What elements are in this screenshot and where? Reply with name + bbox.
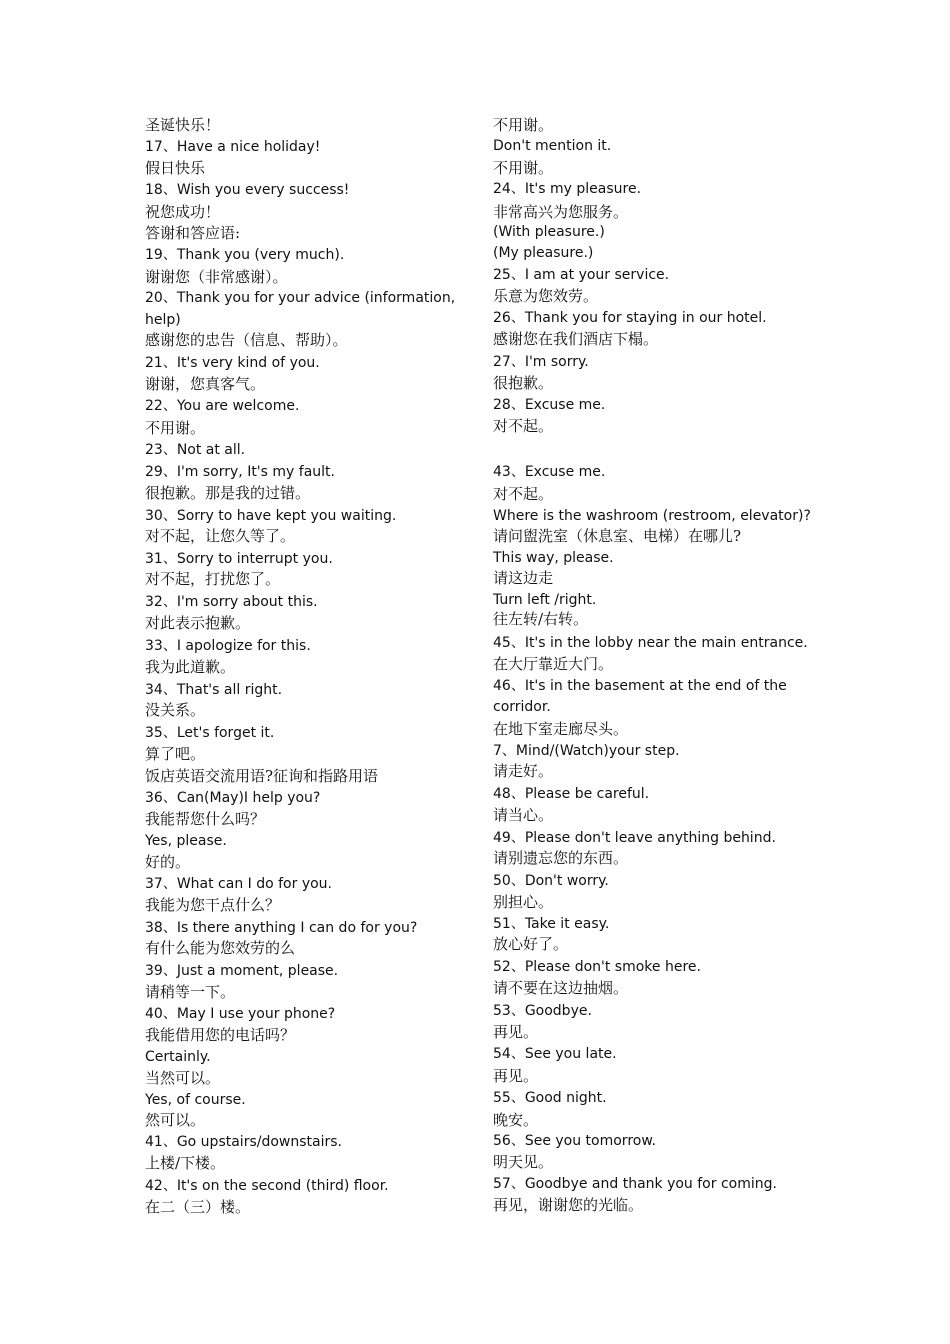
- right-line: 57、Goodbye and thank you for coming.: [493, 1176, 777, 1192]
- right-line: 不用谢。: [493, 116, 554, 134]
- right-line: 请走好。: [493, 762, 554, 780]
- left-line: Yes, please.: [145, 833, 227, 849]
- right-line: 放心好了。: [493, 935, 569, 953]
- left-line: 30、Sorry to have kept you waiting.: [145, 508, 397, 524]
- left-line: 谢谢，您真客气。: [145, 375, 266, 393]
- left-line: 我能为您干点什么？: [145, 896, 281, 914]
- right-line: (My pleasure.): [493, 245, 594, 261]
- left-line: 39、Just a moment, please.: [145, 963, 339, 979]
- right-line: 很抱歉。: [493, 374, 554, 392]
- right-line: 感谢您在我们酒店下榻。: [493, 330, 659, 348]
- right-line: 50、Don't worry.: [493, 873, 609, 889]
- right-line: 49、Please don't leave anything behind.: [493, 830, 776, 846]
- right-line: 7、Mind/(Watch)your step.: [493, 743, 680, 759]
- left-line: 对不起，让您久等了。: [145, 527, 296, 545]
- right-line: 52、Please don't smoke here.: [493, 959, 701, 975]
- left-line: 饭店英语交流用语?征询和指路用语: [145, 767, 379, 785]
- right-line: 26、Thank you for staying in our hotel.: [493, 310, 767, 326]
- right-line: 请问盥洗室（休息室、电梯）在哪儿?: [493, 527, 742, 545]
- right-line: 不用谢。: [493, 159, 554, 177]
- right-line: 56、See you tomorrow.: [493, 1133, 656, 1149]
- right-line: 请不要在这边抽烟。: [493, 979, 629, 997]
- left-line: 谢谢您（非常感谢）。: [145, 268, 288, 286]
- left-line: 42、It's on the second (third) floor.: [145, 1178, 389, 1194]
- right-line: Turn left /right.: [493, 592, 597, 608]
- left-line: 40、May I use your phone?: [145, 1006, 336, 1022]
- right-line: 对不起。: [493, 417, 554, 435]
- right-line: 54、See you late.: [493, 1046, 617, 1062]
- right-line: 往左转/右转。: [493, 610, 589, 628]
- left-line: 当然可以。: [145, 1069, 221, 1087]
- left-line: 38、Is there anything I can do for you?: [145, 920, 418, 936]
- left-line: 18、Wish you every success!: [145, 182, 350, 198]
- right-line: 请这边走: [493, 569, 554, 587]
- left-line: help): [145, 312, 181, 328]
- left-line: 我能借用您的电话吗？: [145, 1026, 296, 1044]
- right-line: 非常高兴为您服务。: [493, 203, 629, 221]
- left-line: 20、Thank you for your advice (information,: [145, 290, 456, 306]
- right-line: 再见，谢谢您的光临。: [493, 1196, 644, 1214]
- right-line: Don't mention it.: [493, 138, 612, 154]
- right-line: 请当心。: [493, 806, 554, 824]
- right-line: 再见。: [493, 1023, 539, 1041]
- left-line: 算了吧。: [145, 745, 206, 763]
- right-line: 28、Excuse me.: [493, 397, 606, 413]
- left-line: 假日快乐: [145, 159, 206, 177]
- right-line: 再见。: [493, 1067, 539, 1085]
- right-line: 别担心。: [493, 893, 554, 911]
- right-line: 24、It's my pleasure.: [493, 181, 642, 197]
- right-line: 在大厅靠近大门。: [493, 655, 614, 673]
- left-line: 很抱歉。那是我的过错。: [145, 484, 311, 502]
- left-line: 我能帮您什么吗？: [145, 810, 266, 828]
- right-line: 51、Take it easy.: [493, 916, 610, 932]
- right-line: 43、Excuse me.: [493, 464, 606, 480]
- left-line: 不用谢。: [145, 419, 206, 437]
- left-line: 34、That's all right.: [145, 682, 283, 698]
- right-line: 乐意为您效劳。: [493, 287, 599, 305]
- left-line: 17、Have a nice holiday!: [145, 139, 321, 155]
- left-line: 41、Go upstairs/downstairs.: [145, 1134, 342, 1150]
- left-line: 我为此道歉。: [145, 658, 236, 676]
- left-line: 33、I apologize for this.: [145, 638, 311, 654]
- right-line: 25、I am at your service.: [493, 267, 670, 283]
- left-line: 答谢和答应语:: [145, 224, 241, 242]
- left-line: 上楼/下楼。: [145, 1154, 226, 1172]
- right-line: 45、It's in the lobby near the main entrance.: [493, 635, 808, 651]
- right-line: 请别遗忘您的东西。: [493, 849, 629, 867]
- left-line: 31、Sorry to interrupt you.: [145, 551, 333, 567]
- right-line: 46、It's in the basement at the end of the: [493, 678, 787, 694]
- left-line: 圣诞快乐！: [145, 116, 221, 134]
- right-line: 53、Goodbye.: [493, 1003, 592, 1019]
- right-line: 明天见。: [493, 1153, 554, 1171]
- left-line: 35、Let's forget it.: [145, 725, 275, 741]
- left-line: 请稍等一下。: [145, 983, 236, 1001]
- left-line: 有什么能为您效劳的么: [145, 939, 296, 957]
- right-line: 55、Good night.: [493, 1090, 607, 1106]
- left-line: 感谢您的忠告（信息、帮助）。: [145, 331, 348, 349]
- left-line: 在二（三）楼。: [145, 1198, 251, 1216]
- left-line: 19、Thank you (very much).: [145, 247, 345, 263]
- left-line: 好的。: [145, 853, 191, 871]
- left-line: 37、What can I do for you.: [145, 876, 333, 892]
- right-line: 对不起。: [493, 485, 554, 503]
- left-line: 23、Not at all.: [145, 442, 246, 458]
- right-line: Where is the washroom (restroom, elevator)?: [493, 508, 811, 524]
- left-line: 然可以。: [145, 1111, 206, 1129]
- left-line: 22、You are welcome.: [145, 398, 300, 414]
- left-line: Certainly.: [145, 1049, 211, 1065]
- left-line: 对此表示抱歉。: [145, 614, 251, 632]
- left-line: Yes, of course.: [145, 1092, 246, 1108]
- right-line: This way, please.: [493, 550, 614, 566]
- right-line: 27、I'm sorry.: [493, 354, 589, 370]
- left-line: 29、I'm sorry, It's my fault.: [145, 464, 335, 480]
- left-line: 没关系。: [145, 701, 206, 719]
- right-line: 48、Please be careful.: [493, 786, 650, 802]
- right-line: corridor.: [493, 699, 551, 715]
- left-line: 21、It's very kind of you.: [145, 355, 320, 371]
- left-line: 32、I'm sorry about this.: [145, 594, 318, 610]
- right-line: 在地下室走廊尽头。: [493, 720, 629, 738]
- left-line: 对不起，打扰您了。: [145, 570, 281, 588]
- left-line: 祝您成功！: [145, 203, 221, 221]
- right-line: (With pleasure.): [493, 224, 605, 240]
- right-line: 晚安。: [493, 1111, 539, 1129]
- left-line: 36、Can(May)I help you?: [145, 790, 321, 806]
